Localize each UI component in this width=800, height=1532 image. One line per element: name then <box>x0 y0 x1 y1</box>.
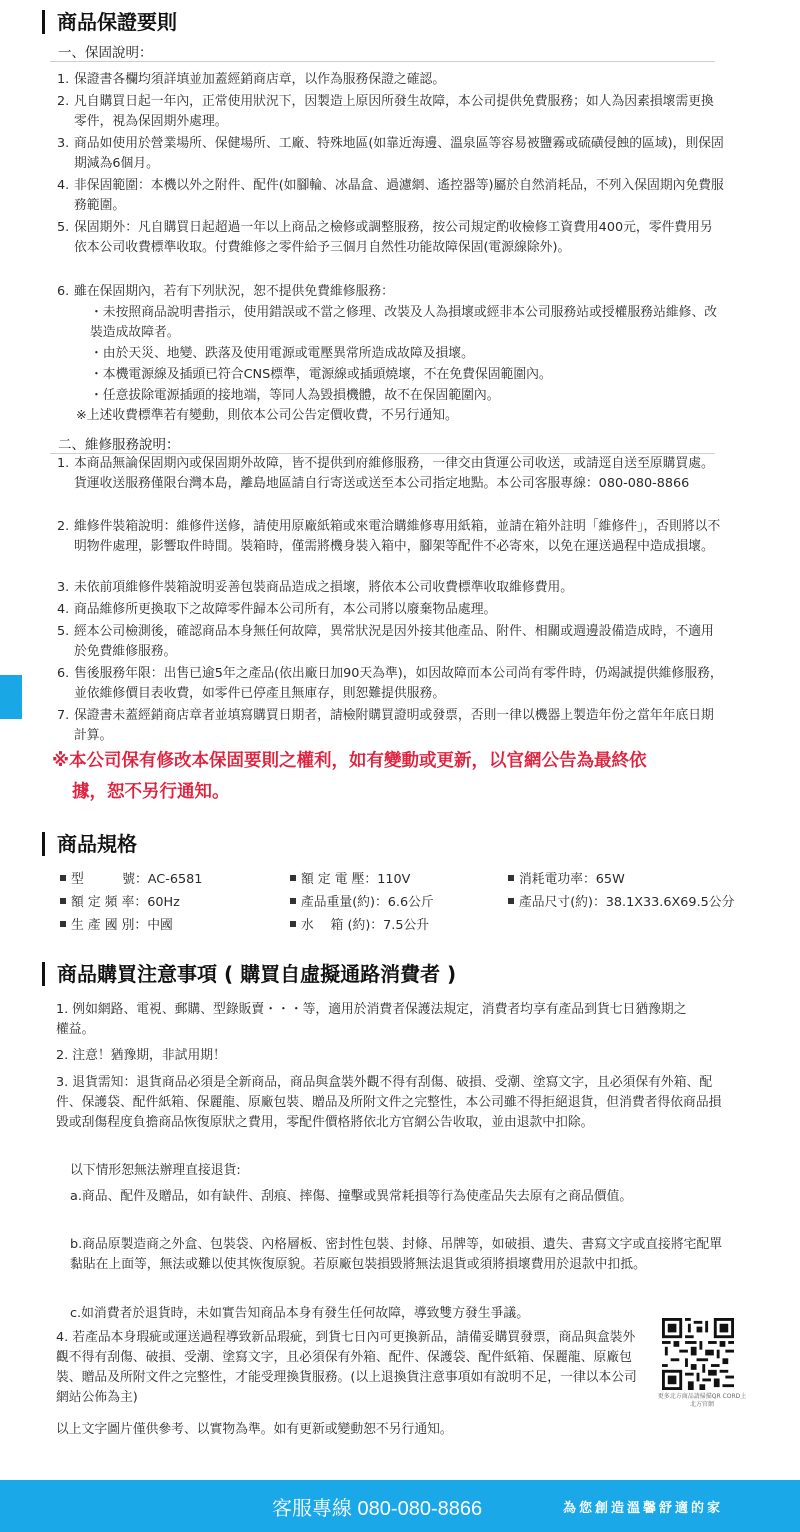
warranty-item-5: 5. 保固期外：凡自購買日起超過一年以上商品之檢修或調整服務，按公司規定酌收檢修工資費用400元，零件費用另依本公司收費標準收取。付費維修之零件給予三個月自然性功能故障保固(電源線除外)。 <box>57 220 713 255</box>
spec-weight: 產品重量(約)：6.6公斤 <box>290 891 434 910</box>
warranty-notice-line2: 據，恕不另行通知。 <box>72 782 230 802</box>
service-item-5: 5. 經本公司檢測後，確認商品本身無任何故障，異常狀況是因外接其他產品、附件、相關或週邊設備造成時，不適用於免費維修服務。 <box>57 624 714 659</box>
service-item-1: 1. 本商品無論保固期內或保固期外故障，皆不提供到府維修服務，一律交由貨運公司收送，或請逕自送至原購買處。貨運收送服務僅限台灣本島，離島地區請自行寄送或送至本公司指定地點。本公司客服專線：080-080-8866 <box>57 456 714 491</box>
spec-dimensions: 產品尺寸(約)：38.1X33.6X69.5公分 <box>508 891 734 910</box>
warranty-item6-bullet-3: ・本機電源線及插頭已符合CNS標準，電源線或插頭燒壞，不在免費保固範圍內。 <box>90 367 552 382</box>
spec-voltage: 額 定 電 壓：110V <box>290 868 410 887</box>
purchase-final-note: 以上文字圖片僅供參考、以實物為準。如有更新或變動恕不另行通知。 <box>56 1422 453 1437</box>
service-item-3: 3. 未依前項維修件裝箱說明妥善包裝商品造成之損壞，將依本公司收費標準收取維修費用。 <box>57 580 574 595</box>
footer-slogan: 為您創造溫馨舒適的家 <box>563 1501 724 1516</box>
warranty-item6-note: ※上述收費標準若有變動，則依本公司公告定價收費，不另行通知。 <box>76 408 458 423</box>
purchase-item-3: 3. 退貨需知：退貨商品必須是全新商品，商品與盒裝外觀不得有刮傷、破損、受潮、塗寫文字，且必須保有外箱、配件、保護袋、配件紙箱、保麗龍、原廠包裝、贈品及所附文件之完整性，本公司雖不得拒絕退貨，但消費者得依商品損毀或刮傷程度負擔商品恢復原狀之費用，零配件價格將依北方官網公告收取，並由退款中扣除。 <box>56 1075 722 1130</box>
bullet-square <box>60 898 66 904</box>
bullet-square <box>290 898 296 904</box>
specs-title: 商品規格 <box>42 832 137 856</box>
purchase-item-2: 2. 注意！猶豫期，非試用期！ <box>56 1048 226 1063</box>
purchase-item3-c: c.如消費者於退貨時，未如實告知商品本身有發生任何故障，導致雙方發生爭議。 <box>70 1306 529 1321</box>
warranty-item-6: 6. 雖在保固期內，若有下列狀況，恕不提供免費維修服務： <box>57 284 394 299</box>
spec-tank: 水 箱 (約)：7.5公升 <box>290 914 429 933</box>
purchase-item3-a: a.商品、配件及贈品，如有缺件、刮痕、摔傷、撞擊或異常耗損等行為使產品失去原有之商品價值。 <box>70 1189 633 1204</box>
warranty-item-4: 4. 非保固範圍：本機以外之附件、配件(如腳輪、冰晶盒、過濾網、遙控器等)屬於自然消耗品，不列入保固期內免費服務範圍。 <box>57 178 724 213</box>
warranty-title: 商品保證要則 <box>42 10 177 34</box>
spec-frequency: 額 定 頻 率：60Hz <box>60 891 180 910</box>
left-edge-tab <box>0 675 22 719</box>
warranty-item6-bullet-2: ・由於天災、地變、跌落及使用電源或電壓異常所造成故障及損壞。 <box>90 346 474 361</box>
purchase-item3-b: b.商品原製造商之外盒、包裝袋、內格層板、密封性包裝、封條、吊牌等，如破損、遺失、書寫文字或直接將宅配單黏貼在上面等，無法或難以使其恢復原貌。若原廠包裝損毀將無法退貨或須將損壞費用於退款中扣抵。 <box>70 1237 723 1272</box>
service-item-4: 4. 商品維修所更換取下之故障零件歸本公司所有，本公司將以廢棄物品處理。 <box>57 602 497 617</box>
warranty-section1-heading: 一、保固說明： <box>58 45 153 61</box>
footer-hotline: 客服專線 080-080-8866 <box>272 1498 483 1520</box>
warranty-item6-bullet-4: ・任意拔除電源插頭的接地端，等同人為毀損機體，故不在保固範圍內。 <box>90 388 500 403</box>
qr-code-icon <box>662 1318 734 1390</box>
bullet-square <box>290 875 296 881</box>
purchase-item-4: 4. 若產品本身瑕疵或運送過程導致新品瑕疵，到貨七日內可更換新品，請備妥購買發票，商品與盒裝外觀不得有刮傷、破損、受潮、塗寫文字，且必須保有外箱、配件、保護袋、配件紙箱、保麗龍、原廠包裝、贈品及所附文件之完整性，才能受理換貨服務。(以上退換貨注意事項如有說明不足，一律以本公司網站公佈為主) <box>56 1330 637 1405</box>
service-item-2: 2. 維修件裝箱說明：維修件送修，請使用原廠紙箱或來電洽購維修專用紙箱，並請在箱外註明「維修件」，否則將以不明物件處理，影響取件時間。裝箱時，僅需將機身裝入箱中，腳架等配件不必寄來，以免在運送過程中造成損壞。 <box>57 519 721 554</box>
qr-caption: 更多北方商品請掃描QR CORD上北方官網 <box>657 1393 747 1408</box>
warranty-notice-line1: ※本公司保有修改本保固要則之權利，如有變動或更新，以官網公告為最終依 <box>52 751 647 771</box>
bullet-square <box>60 921 66 927</box>
spec-model: 型 號：AC-6581 <box>60 868 202 887</box>
bullet-square <box>508 898 514 904</box>
purchase-title: 商品購買注意事項 ( 購買自虛擬通路消費者 ) <box>42 962 456 986</box>
spec-country: 生 產 國 別：中國 <box>60 914 173 933</box>
bullet-square <box>290 921 296 927</box>
service-item-6: 6. 售後服務年限：出售已逾5年之產品(依出廠日加90天為準)，如因故障而本公司尚有零件時，仍竭誠提供維修服務，並依維修價目表收費，如零件已停產且無庫存，則恕難提供服務。 <box>57 666 723 701</box>
bullet-square <box>508 875 514 881</box>
bullet-square <box>60 875 66 881</box>
warranty-item-1: 1. 保證書各欄均須詳填並加蓋經銷商店章，以作為服務保證之確認。 <box>57 72 446 87</box>
warranty-item-2: 2. 凡自購買日起一年內，正常使用狀況下，因製造上原因所發生故障，本公司提供免費服務；如人為因素損壞需更換零件，視為保固期外處理。 <box>57 94 714 129</box>
warranty-item6-bullet-1: ・未按照商品說明書指示，使用錯誤或不當之修理、改裝及人為損壞或經非本公司服務站或授權服務站維修、改裝造成故障者。 <box>90 305 718 340</box>
purchase-item-1: 1. 例如網路、電視、郵購、型錄販賣・・・等，適用於消費者保護法規定，消費者均享有產品到貨七日猶豫期之權益。 <box>56 1002 687 1037</box>
spec-power: 消耗電功率：65W <box>508 868 625 887</box>
divider <box>50 61 715 62</box>
warranty-section2-heading: 二、維修服務說明： <box>58 437 180 453</box>
service-item-7: 7. 保證書未蓋經銷商店章者並填寫購買日期者，請檢附購買證明或發票，否則一律以機器上製造年份之當年年底日期計算。 <box>57 708 714 743</box>
warranty-item-3: 3. 商品如使用於營業場所、保健場所、工廠、特殊地區(如靠近海邊、溫泉區等容易被鹽霧或硫磺侵蝕的區域)，則保固期減為6個月。 <box>57 136 724 171</box>
warranty-notice <box>52 746 742 808</box>
purchase-item3-intro: 以下情形恕無法辦理直接退貨: <box>70 1163 241 1178</box>
